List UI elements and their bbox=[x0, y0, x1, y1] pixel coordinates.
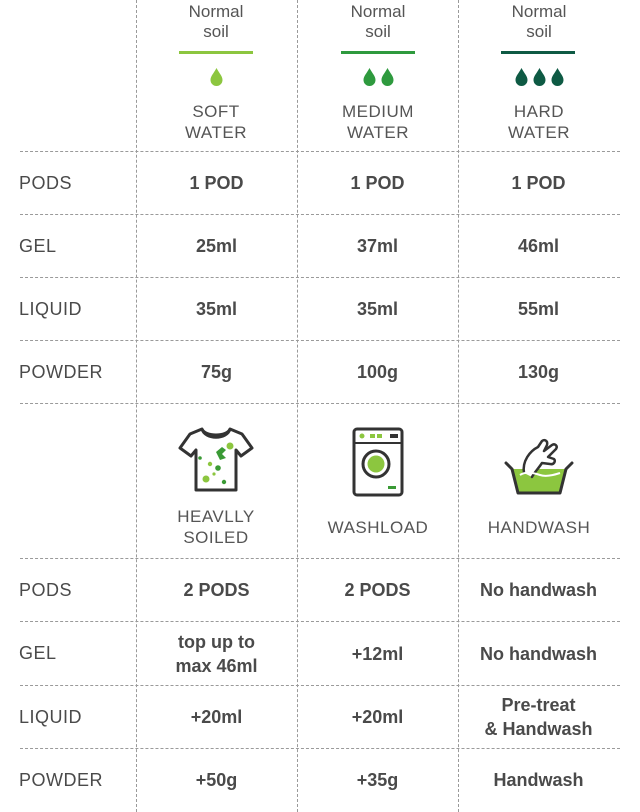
water-drops bbox=[136, 68, 296, 86]
dose-value: Handwash bbox=[493, 770, 584, 790]
medium-water-bar bbox=[341, 51, 415, 54]
dose-value: No handwash bbox=[479, 580, 597, 600]
hard-water-bar bbox=[501, 51, 575, 54]
tshirt-stains-icon bbox=[178, 424, 254, 494]
row-label: LIQUID bbox=[19, 706, 83, 727]
dose-value: +20ml bbox=[351, 707, 404, 727]
dose-value: 35ml bbox=[195, 299, 238, 319]
icon-label: WASHLOAD bbox=[327, 518, 429, 537]
soil-type-label: Normal soil bbox=[350, 2, 406, 41]
row-label: PODS bbox=[19, 579, 73, 600]
dose-value: Pre-treat & Handwash bbox=[484, 695, 593, 739]
water-drops bbox=[459, 68, 619, 86]
dose-value: 1 POD bbox=[511, 173, 566, 193]
water-type-label: SOFT WATER bbox=[185, 102, 247, 142]
water-drop-icon bbox=[533, 68, 546, 86]
icon-cell bbox=[136, 424, 296, 494]
row-label: PODS bbox=[19, 172, 73, 193]
dose-value: 46ml bbox=[517, 236, 560, 256]
dose-value: 1 POD bbox=[189, 173, 244, 193]
dose-value: 130g bbox=[517, 362, 560, 382]
washing-machine-icon bbox=[352, 427, 404, 497]
dose-value: 25ml bbox=[195, 236, 238, 256]
icon-label: HEAVLLY SOILED bbox=[177, 507, 255, 547]
row-label: GEL bbox=[19, 235, 57, 256]
water-drop-icon bbox=[363, 68, 376, 86]
dose-value: 2 PODS bbox=[183, 580, 250, 600]
soil-type-label: Normal soil bbox=[188, 2, 244, 41]
soft-water-bar bbox=[179, 51, 253, 54]
water-drop-icon bbox=[515, 68, 528, 86]
dose-value: top up to max 46ml bbox=[175, 631, 258, 676]
soil-type-label: Normal soil bbox=[511, 2, 567, 41]
dose-value: +50g bbox=[195, 770, 238, 790]
water-drop-icon bbox=[551, 68, 564, 86]
dose-value: +20ml bbox=[190, 707, 243, 727]
dose-value: 75g bbox=[200, 362, 233, 382]
water-type-label: HARD WATER bbox=[508, 102, 570, 142]
row-divider bbox=[20, 403, 620, 404]
icon-label: HANDWASH bbox=[487, 518, 591, 537]
handwash-basin-icon bbox=[504, 437, 574, 497]
water-type-label: MEDIUM WATER bbox=[342, 102, 414, 142]
row-label: POWDER bbox=[19, 769, 103, 790]
icon-cell bbox=[298, 427, 458, 497]
dose-value: 35ml bbox=[356, 299, 399, 319]
dose-value: +35g bbox=[356, 770, 399, 790]
dose-value: 37ml bbox=[356, 236, 399, 256]
water-drops bbox=[298, 68, 458, 86]
dose-value: 55ml bbox=[517, 299, 560, 319]
row-label: POWDER bbox=[19, 361, 103, 382]
icon-cell bbox=[459, 437, 619, 497]
dose-value: No handwash bbox=[479, 643, 597, 664]
row-label: GEL bbox=[19, 643, 57, 663]
row-label: LIQUID bbox=[19, 298, 83, 319]
dose-value: 1 POD bbox=[350, 173, 405, 193]
water-drop-icon bbox=[210, 68, 223, 86]
dose-value: 100g bbox=[356, 362, 399, 382]
water-drop-icon bbox=[381, 68, 394, 86]
dose-value: +12ml bbox=[351, 643, 404, 664]
dose-value: 2 PODS bbox=[344, 580, 411, 600]
